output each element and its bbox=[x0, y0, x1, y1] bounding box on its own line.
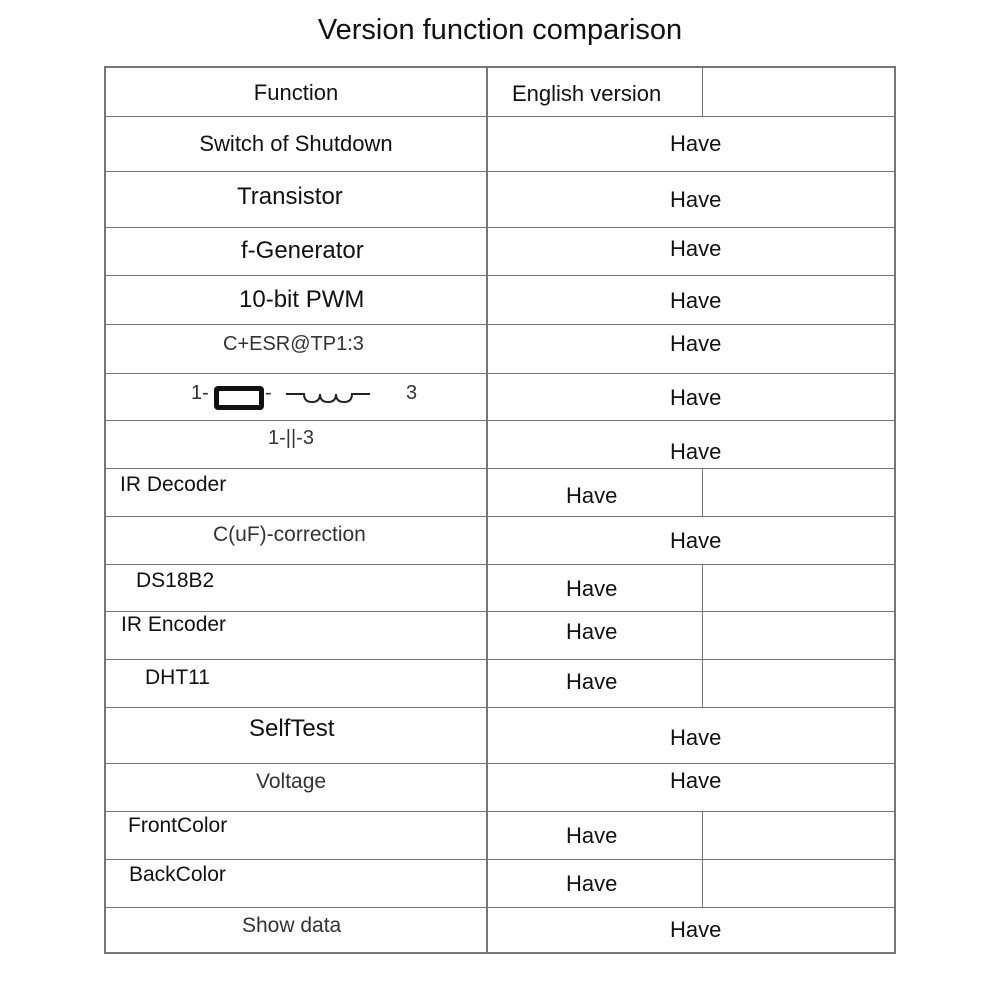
function-label: Voltage bbox=[256, 770, 327, 793]
function-label: DHT11 bbox=[145, 666, 210, 689]
value-label: Have bbox=[670, 725, 722, 750]
value-cell bbox=[488, 374, 894, 420]
function-label: SelfTest bbox=[249, 715, 335, 742]
value-cell bbox=[488, 172, 894, 227]
function-cell bbox=[106, 374, 488, 420]
function-cell bbox=[106, 764, 488, 811]
page-title: Version function comparison bbox=[317, 14, 683, 46]
function-cell bbox=[106, 172, 488, 227]
column-divider bbox=[702, 612, 703, 659]
column-divider bbox=[702, 660, 703, 707]
table-row bbox=[106, 612, 894, 660]
function-label: f-Generator bbox=[241, 237, 364, 264]
table-row bbox=[106, 812, 894, 860]
value-label: Have bbox=[670, 236, 722, 261]
column-divider bbox=[702, 812, 703, 859]
function-label: IR Encoder bbox=[121, 613, 227, 636]
function-cell bbox=[106, 517, 488, 564]
function-cell bbox=[106, 469, 488, 516]
value-cell bbox=[488, 764, 894, 811]
value-label: Have bbox=[670, 331, 722, 356]
value-cell bbox=[488, 908, 894, 954]
symbol-mid-label: - bbox=[265, 382, 272, 404]
function-label: BackColor bbox=[129, 863, 226, 886]
value-cell bbox=[488, 660, 894, 707]
value-label: Have bbox=[566, 619, 618, 644]
value-cell bbox=[488, 325, 894, 373]
header-function-cell bbox=[106, 68, 488, 116]
value-cell bbox=[488, 117, 894, 171]
value-cell bbox=[488, 565, 894, 611]
value-label: Have bbox=[670, 131, 722, 156]
value-label: Have bbox=[566, 669, 618, 694]
function-label: IR Decoder bbox=[120, 473, 227, 496]
function-cell bbox=[106, 612, 488, 659]
table-row bbox=[106, 517, 894, 565]
function-cell bbox=[106, 325, 488, 373]
column-divider bbox=[702, 68, 703, 116]
header-version-cell bbox=[488, 68, 894, 116]
function-label: C+ESR@TP1:3 bbox=[223, 333, 364, 355]
table-row bbox=[106, 325, 894, 374]
value-cell bbox=[488, 708, 894, 763]
table-row bbox=[106, 172, 894, 228]
value-cell bbox=[488, 276, 894, 324]
table-row bbox=[106, 764, 894, 812]
value-label: Have bbox=[670, 768, 722, 793]
value-label: Have bbox=[566, 871, 618, 896]
value-label: Have bbox=[566, 576, 618, 601]
table-row bbox=[106, 117, 894, 172]
function-cell bbox=[106, 908, 488, 954]
value-label: Have bbox=[670, 187, 722, 212]
function-label: Show data bbox=[242, 914, 342, 937]
symbol-left-label: 1- bbox=[191, 382, 209, 404]
function-label: 1-||-3 bbox=[268, 427, 314, 449]
function-cell bbox=[106, 565, 488, 611]
function-label: Transistor bbox=[237, 183, 343, 210]
comparison-table bbox=[104, 66, 896, 954]
value-cell bbox=[488, 421, 894, 468]
value-label: Have bbox=[670, 528, 722, 553]
function-cell bbox=[106, 660, 488, 707]
function-label: C(uF)-correction bbox=[213, 523, 366, 546]
value-label: Have bbox=[670, 385, 722, 410]
function-cell bbox=[106, 812, 488, 859]
table-row bbox=[106, 469, 894, 517]
inductor-icon bbox=[284, 388, 374, 404]
column-divider bbox=[702, 565, 703, 611]
table-row bbox=[106, 374, 894, 421]
table-row bbox=[106, 565, 894, 612]
value-cell bbox=[488, 469, 894, 516]
resistor-icon bbox=[214, 386, 264, 410]
table-row bbox=[106, 276, 894, 325]
value-label: Have bbox=[566, 823, 618, 848]
function-cell bbox=[106, 421, 488, 468]
function-cell bbox=[106, 708, 488, 763]
function-cell bbox=[106, 228, 488, 275]
value-cell bbox=[488, 860, 894, 907]
function-label: FrontColor bbox=[128, 814, 228, 837]
column-divider bbox=[702, 469, 703, 516]
function-cell bbox=[106, 117, 488, 171]
function-label: DS18B2 bbox=[136, 569, 215, 592]
table-row bbox=[106, 908, 894, 954]
header-version-label: English version bbox=[512, 81, 662, 106]
value-cell bbox=[488, 228, 894, 275]
function-label: 10-bit PWM bbox=[239, 286, 365, 313]
function-cell bbox=[106, 276, 488, 324]
table-header-row bbox=[106, 68, 894, 117]
value-label: Have bbox=[670, 439, 722, 464]
table-row bbox=[106, 660, 894, 708]
table-row bbox=[106, 228, 894, 276]
function-label: Switch of Shutdown bbox=[199, 131, 393, 156]
value-label: Have bbox=[566, 483, 618, 508]
value-cell bbox=[488, 812, 894, 859]
table-row bbox=[106, 421, 894, 469]
value-cell bbox=[488, 517, 894, 564]
header-function-label: Function bbox=[253, 80, 339, 105]
symbol-right-label: 3 bbox=[406, 382, 418, 404]
table-row bbox=[106, 860, 894, 908]
function-cell bbox=[106, 860, 488, 907]
table-row bbox=[106, 708, 894, 764]
value-cell bbox=[488, 612, 894, 659]
value-label: Have bbox=[670, 288, 722, 313]
value-label: Have bbox=[670, 917, 722, 942]
column-divider bbox=[702, 860, 703, 907]
